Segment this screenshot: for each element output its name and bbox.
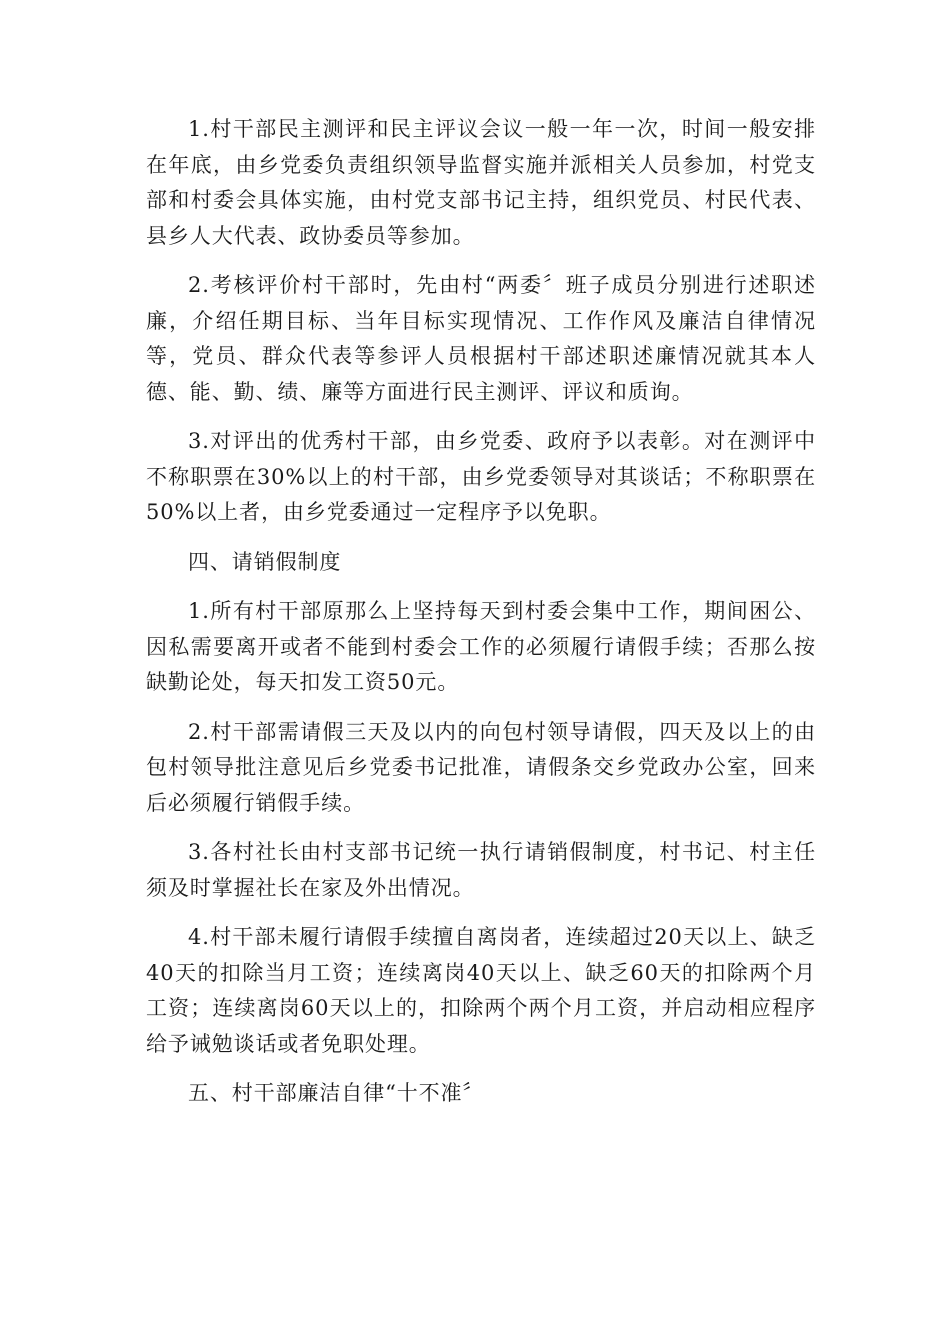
section-heading-leave-system: 四、请销假制度 — [188, 549, 342, 574]
paragraph-leave-approval: 2.村干部需请假三天及以内的向包村领导请假，四天及以上的由包村领导批注意见后乡党委书记批准，请假条交乡党政办公室，回来后必须履行销假手续。 — [146, 719, 816, 815]
paragraph-leave-penalties: 4.村干部未履行请假手续擅自离岗者，连续超过20天以上、缺乏40天的扣除当月工资；连续离岗40天以上、缺乏60天的扣除两个月工资；连续离岗60天以上的，扣除两个两个月工资，并启动相应程序给予诫勉谈话或者免职处理。 — [146, 925, 816, 1056]
paragraph-leave-team-leaders: 3.各村社长由村支部书记统一执行请销假制度，村书记、村主任须及时掌握社长在家及外出情况。 — [146, 840, 816, 900]
paragraph-leave-attendance: 1.所有村干部原那么上坚持每天到村委会集中工作，期间困公、因私需要离开或者不能到村委会工作的必须履行请假手续；否那么按缺勤论处，每天扣发工资50元。 — [146, 599, 816, 694]
document-body — [146, 112, 816, 1126]
paragraph-commendation-dismissal: 3.对评出的优秀村干部，由乡党委、政府予以表彰。对在测评中不称职票在30%以上的村干部，由乡党委领导对其谈话；不称职票在50%以上者，由乡党委通过一定程序予以免职。 — [146, 429, 816, 524]
section-heading-integrity-rules: 五、村干部廉洁自律“十不准〞 — [188, 1081, 485, 1105]
paragraph-assessment-process: 2.考核评价村干部时，先由村“两委〞班子成员分别进行述职述廉，介绍任期目标、当年目标实现情况、工作作风及廉洁自律情况等，党员、群众代表等参评人员根据村干部述职述廉情况就其本人德、能、勤、绩、廉等方面进行民主测评、评议和质询。 — [146, 273, 816, 404]
paragraph-evaluation-meeting: 1.村干部民主测评和民主评议会议一般一年一次，时间一般安排在年底，由乡党委负责组织领导监督实施并派相关人员参加，村党支部和村委会具体实施，由村党支部书记主持，组织党员、村民代表、县乡人大代表、政协委员等参加。 — [146, 117, 816, 248]
